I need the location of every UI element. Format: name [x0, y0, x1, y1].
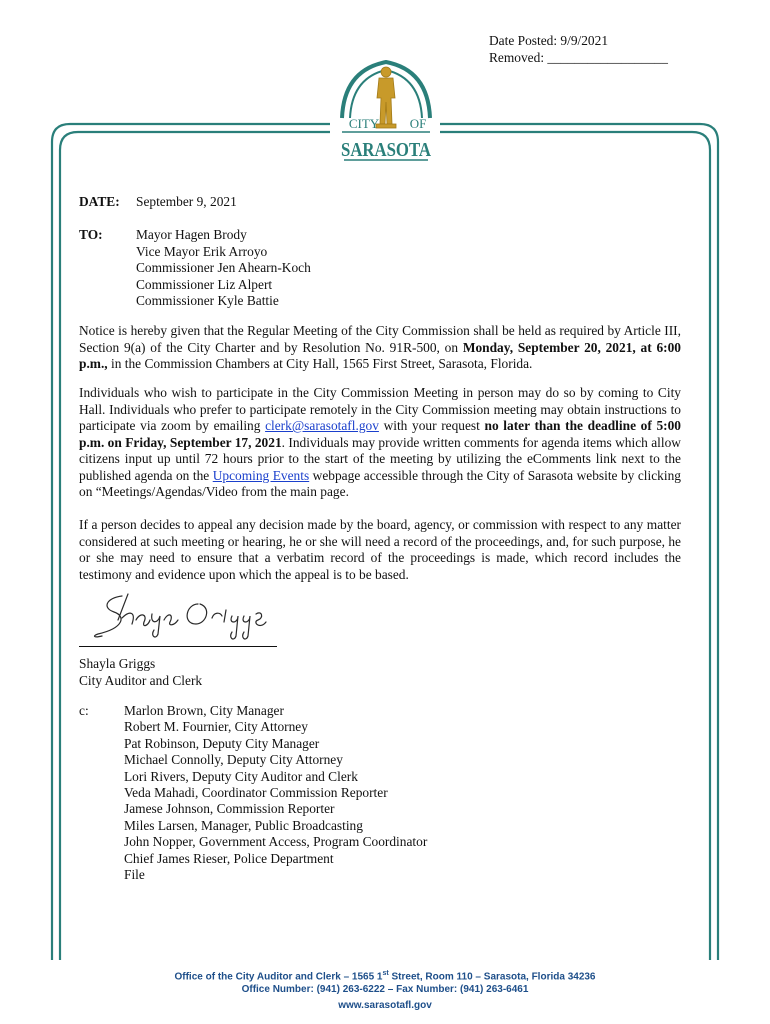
deadline-text: no later than the deadline of 5:00 p.m. on Friday, September 17, 2021: [79, 418, 681, 450]
notice-text: Notice is hereby given that the Regular Meeting of the City Commission shall be held as required by Article III, Section 9(a) of the City Charter and by Resolution No. 91R-500, on: [79, 323, 681, 355]
clerk-email-link[interactable]: clerk@sarasotafl.gov: [265, 418, 379, 433]
cc-item: Marlon Brown, City Manager: [124, 703, 284, 718]
participation-text: with your request: [378, 418, 485, 433]
cc-item: Lori Rivers, Deputy City Auditor and Clerk: [124, 768, 358, 784]
logo-city-text: CITY: [348, 116, 380, 131]
to-label: TO:: [79, 227, 103, 242]
footer-address-text: Office of the City Auditor and Clerk – 1565 1: [174, 971, 383, 983]
recipient: Commissioner Liz Alpert: [136, 276, 273, 292]
date-label: DATE:: [79, 194, 120, 209]
cc-item: Jamese Johnson, Commission Reporter: [124, 801, 335, 817]
meeting-notice-paragraph: [79, 323, 681, 373]
recipient-list: [136, 227, 311, 310]
appeal-paragraph: If a person decides to appeal any decision made by the board, agency, or commission with respect to any matter considered at such meeting or hearing, he or she will need a record of the proceedings, and, for such purpose, he or she may need to ensure that a verbatim record of the proceedings is made, which record includes the testimony and evidence upon which the appeal is to be based.: [79, 517, 681, 582]
handwritten-signature: [88, 590, 278, 650]
cc-item: Chief James Rieser, Police Department: [124, 850, 334, 866]
participation-text: Individuals who wish to participate in the City Commission Meeting in person may do so by coming to City Hall. Individuals who prefer to participate remotely in the City Commission meeting may obtain instructions to participate via zoom by emailing: [79, 385, 681, 433]
recipient: Vice Mayor Erik Arroyo: [136, 243, 268, 259]
logo-of-text: OF: [409, 116, 427, 131]
signer-name: Shayla Griggs: [79, 656, 156, 671]
cc-item: Pat Robinson, Deputy City Manager: [124, 735, 320, 751]
signer-title: City Auditor and Clerk: [79, 672, 203, 688]
cc-item: File: [124, 866, 145, 882]
city-of-sarasota-logo: [334, 52, 438, 166]
notice-location: in the Commission Chambers at City Hall, 1565 First Street, Sarasota, Florida.: [107, 356, 533, 371]
recipient: Commissioner Jen Ahearn-Koch: [136, 260, 311, 275]
posting-info: [489, 32, 668, 66]
meeting-datetime: Monday, September 20, 2021, at 6:00 p.m.,: [79, 339, 681, 371]
signature-block: [79, 656, 202, 689]
logo-sarasota-text: SARASOTA: [341, 139, 432, 161]
date-posted: Date Posted: 9/9/2021: [489, 33, 609, 48]
footer-website-link[interactable]: www.sarasotafl.gov: [338, 1000, 432, 1011]
participation-text: . Individuals may provide written comments for agenda items which allow citizens input up until 72 hours prior to the start of the meeting by utilizing the eComments link next to the published agenda on the: [79, 434, 681, 483]
recipient: Commissioner Kyle Battie: [136, 293, 279, 308]
cc-item: Michael Connolly, Deputy City Attorney: [124, 752, 343, 768]
participation-paragraph: [79, 385, 681, 501]
footer-address-text: Street, Room 110 – Sarasota, Florida 34236: [388, 971, 596, 983]
recipient: Mayor Hagen Brody: [136, 227, 247, 242]
signature-line: [79, 646, 277, 647]
participation-text: webpage accessible through the City of Sarasota website by clicking on “Meetings/Agendas/Video from the main page.: [79, 467, 681, 499]
footer-ordinal: st: [382, 970, 389, 977]
footer-phone: Office Number: (941) 263-6222 – Fax Number: (941) 263-6461: [241, 984, 529, 995]
cc-list: [124, 703, 427, 883]
upcoming-events-link[interactable]: Upcoming Events: [212, 467, 310, 483]
cc-label: c:: [79, 703, 89, 718]
date-value: September 9, 2021: [136, 194, 237, 209]
cc-item: Miles Larsen, Manager, Public Broadcasting: [124, 817, 363, 833]
removed-line: Removed: __________________: [489, 50, 668, 65]
cc-item: John Nopper, Government Access, Program Coordinator: [124, 834, 428, 850]
cc-item: Robert M. Fournier, City Attorney: [124, 719, 308, 735]
cc-item: Veda Mahadi, Coordinator Commission Reporter: [124, 784, 388, 800]
